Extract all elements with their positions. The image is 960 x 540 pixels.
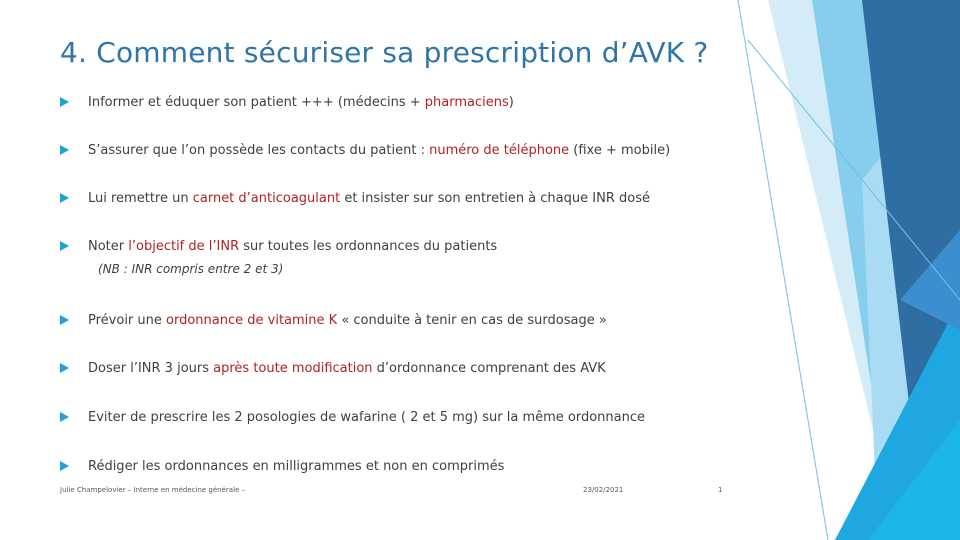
bullet-text: Informer et éduquer son patient +++ (médecins + pharmaciens) [88, 94, 514, 110]
bullet-inr-target [60, 236, 497, 256]
right-triangle-bullet-icon [60, 145, 69, 155]
footer-author: Julie Champelovier – Interne en médecine générale – [60, 486, 246, 494]
bullet-text: Eviter de prescrire les 2 posologies de wafarine ( 2 et 5 mg) sur la même ordonnance [88, 409, 646, 425]
bullet-patient-contacts [60, 140, 670, 160]
bullet-vitamin-k-prescription [60, 310, 607, 330]
footer-page-number: 1 [718, 486, 723, 494]
right-triangle-bullet-icon [60, 97, 69, 107]
right-triangle-bullet-icon [60, 241, 69, 251]
right-triangle-bullet-icon [60, 412, 69, 422]
bullet-text: Lui remettre un carnet d’anticoagulant et insister sur son entretien à chaque INR dosé [88, 190, 650, 206]
bullet-anticoagulant-card [60, 188, 650, 208]
bullet-text: S’assurer que l’on possède les contacts du patient : numéro de téléphone (fixe + mobile) [88, 142, 671, 158]
slide-title: 4. Comment sécuriser sa prescription d’AVK ? [60, 36, 709, 69]
bullet-text: Noter l’objectif de l’INR sur toutes les ordonnances du patients [88, 238, 498, 254]
inr-range-note: (NB : INR compris entre 2 et 3) [98, 262, 284, 276]
bullet-inform-patient [60, 92, 514, 112]
bullet-text: Rédiger les ordonnances en milligrammes et non en comprimés [88, 458, 505, 474]
right-triangle-bullet-icon [60, 461, 69, 471]
footer-date: 23/02/2021 [583, 486, 624, 494]
right-triangle-bullet-icon [60, 315, 69, 325]
bullet-milligrams [60, 456, 504, 476]
bullet-text: Prévoir une ordonnance de vitamine K « conduite à tenir en cas de surdosage » [88, 312, 607, 328]
right-triangle-bullet-icon [60, 193, 69, 203]
bullet-inr-after-change [60, 358, 606, 378]
bullet-warfarin-dosages [60, 407, 645, 427]
right-triangle-bullet-icon [60, 363, 69, 373]
bullet-text: Doser l’INR 3 jours après toute modification d’ordonnance comprenant des AVK [88, 360, 606, 376]
